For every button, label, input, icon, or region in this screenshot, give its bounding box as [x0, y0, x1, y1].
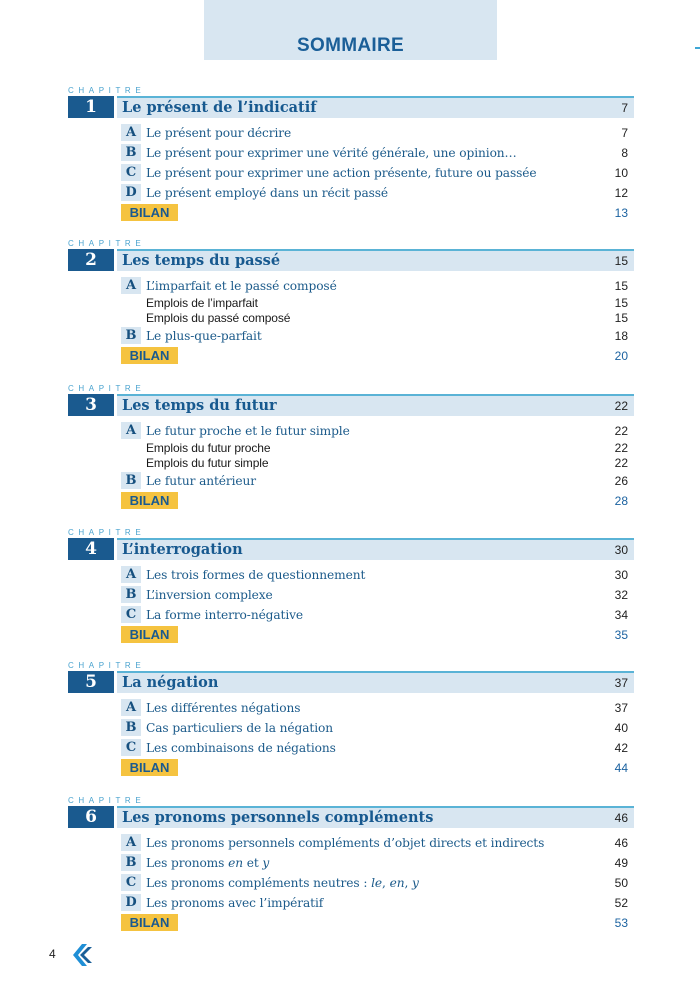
chapter-heading[interactable]: [68, 671, 634, 693]
toc-entry[interactable]: [68, 143, 634, 163]
bilan-page: 44: [614, 761, 628, 775]
chapter-bar: [117, 249, 634, 271]
bilan-entry[interactable]: [68, 758, 634, 778]
bilan-page: 20: [614, 349, 628, 363]
section-letter: B: [121, 719, 141, 736]
toc-entry[interactable]: [68, 276, 634, 296]
chapter-bar: [117, 96, 634, 118]
section-page: 18: [614, 329, 628, 343]
toc-subentry[interactable]: [68, 456, 634, 471]
chapter-2: [68, 239, 634, 366]
bilan-badge: BILAN: [121, 626, 178, 643]
section-letter: B: [121, 854, 141, 871]
toc-entry[interactable]: [68, 183, 634, 203]
section-page: 8: [621, 146, 628, 160]
section-title: Le présent pour exprimer une action présente, future ou passée: [146, 166, 537, 180]
section-title: Cas particuliers de la négation: [146, 721, 333, 735]
page-number: 4: [49, 947, 56, 961]
section-title: Le présent pour décrire: [146, 126, 292, 140]
chapter-title: La négation: [122, 674, 219, 691]
toc-entry[interactable]: [68, 833, 634, 853]
section-letter: C: [121, 739, 141, 756]
chapter-title: Les temps du passé: [122, 252, 281, 269]
chapter-3: [68, 384, 634, 511]
chapter-title: Les temps du futur: [122, 397, 277, 414]
chapter-5: [68, 661, 634, 778]
section-page: 49: [614, 856, 628, 870]
section-letter: D: [121, 894, 141, 911]
chapter-number: 2: [68, 249, 114, 271]
chapter-1: [68, 86, 634, 223]
chapter-bar: [117, 671, 634, 693]
section-page: 37: [614, 701, 628, 715]
section-page: 12: [614, 186, 628, 200]
chapitre-label: CHAPITRE: [68, 86, 146, 95]
chapter-heading[interactable]: [68, 249, 634, 271]
chapter-bar: [117, 394, 634, 416]
section-letter: B: [121, 472, 141, 489]
section-letter: C: [121, 874, 141, 891]
bilan-badge: BILAN: [121, 204, 178, 221]
section-letter: A: [121, 277, 141, 294]
section-page: 34: [614, 608, 628, 622]
section-page: 15: [614, 279, 628, 293]
section-title: L’imparfait et le passé composé: [146, 279, 337, 293]
chapter-page: 15: [614, 254, 628, 268]
chapter-page: 7: [621, 101, 628, 115]
chapter-number: 4: [68, 538, 114, 560]
bilan-page: 35: [614, 628, 628, 642]
chapter-heading[interactable]: [68, 394, 634, 416]
chapter-heading[interactable]: [68, 96, 634, 118]
chapter-heading[interactable]: [68, 806, 634, 828]
bilan-badge: BILAN: [121, 914, 178, 931]
section-title: Les pronoms avec l’impératif: [146, 896, 324, 910]
chapitre-label: CHAPITRE: [68, 384, 146, 393]
section-title: L’inversion complexe: [146, 588, 273, 602]
section-page: 50: [614, 876, 628, 890]
section-letter: C: [121, 606, 141, 623]
chapter-page: 46: [614, 811, 628, 825]
bilan-entry[interactable]: [68, 346, 634, 366]
section-page: 7: [621, 126, 628, 140]
section-letter: B: [121, 586, 141, 603]
toc-entry[interactable]: [68, 326, 634, 346]
chapitre-label: CHAPITRE: [68, 239, 146, 248]
page-title: SOMMAIRE: [297, 35, 404, 56]
subsection-page: 22: [614, 441, 628, 455]
chapitre-label: CHAPITRE: [68, 661, 146, 670]
section-title: Le plus-que-parfait: [146, 329, 262, 343]
subsection-title: Emplois du passé composé: [146, 311, 291, 325]
section-title: Les trois formes de questionnement: [146, 568, 366, 582]
double-chevron-left-icon[interactable]: [70, 943, 94, 967]
toc-entry[interactable]: [68, 873, 634, 893]
section-letter: D: [121, 184, 141, 201]
subsection-title: Emplois du futur simple: [146, 456, 269, 470]
section-page: 46: [614, 836, 628, 850]
bilan-entry[interactable]: [68, 913, 634, 933]
section-title: Le futur proche et le futur simple: [146, 424, 350, 438]
bilan-page: 28: [614, 494, 628, 508]
bilan-entry[interactable]: [68, 625, 634, 645]
toc-entry[interactable]: [68, 718, 634, 738]
section-title: Les pronoms compléments neutres : le, en, y: [146, 876, 419, 890]
toc-entry[interactable]: [68, 853, 634, 873]
toc-entry[interactable]: [68, 123, 634, 143]
section-letter: C: [121, 164, 141, 181]
section-letter: A: [121, 124, 141, 141]
section-letter: B: [121, 144, 141, 161]
section-title: Les combinaisons de négations: [146, 741, 336, 755]
toc-entry[interactable]: [68, 738, 634, 758]
chapter-heading[interactable]: [68, 538, 634, 560]
chapitre-label: CHAPITRE: [68, 796, 146, 805]
section-page: 52: [614, 896, 628, 910]
bilan-page: 13: [614, 206, 628, 220]
section-page: 40: [614, 721, 628, 735]
corner-mark: [695, 47, 700, 49]
header-box: [204, 0, 497, 60]
chapter-page: 37: [614, 676, 628, 690]
toc-subentry[interactable]: [68, 311, 634, 326]
section-title: Le futur antérieur: [146, 474, 257, 488]
chapitre-label: CHAPITRE: [68, 528, 146, 537]
chapter-title: L’interrogation: [122, 541, 243, 558]
subsection-page: 15: [614, 296, 628, 310]
chapter-number: 1: [68, 96, 114, 118]
section-title: Les différentes négations: [146, 701, 301, 715]
chapter-bar: [117, 806, 634, 828]
toc-subentry[interactable]: [68, 296, 634, 311]
chapter-title: Les pronoms personnels compléments: [122, 809, 434, 826]
chapter-title: Le présent de l’indicatif: [122, 99, 317, 116]
bilan-entry[interactable]: [68, 203, 634, 223]
section-title: Le présent employé dans un récit passé: [146, 186, 389, 200]
toc-entry[interactable]: [68, 585, 634, 605]
chapter-6: [68, 796, 634, 933]
bilan-badge: BILAN: [121, 347, 178, 364]
toc-entry[interactable]: [68, 893, 634, 913]
section-page: 32: [614, 588, 628, 602]
section-title: Le présent pour exprimer une vérité générale, une opinion…: [146, 146, 517, 160]
chapter-number: 3: [68, 394, 114, 416]
section-letter: B: [121, 327, 141, 344]
section-letter: A: [121, 422, 141, 439]
section-letter: A: [121, 566, 141, 583]
chapter-page: 22: [614, 399, 628, 413]
toc-entry[interactable]: [68, 565, 634, 585]
section-page: 22: [614, 424, 628, 438]
section-title: La forme interro-négative: [146, 608, 304, 622]
chapter-number: 5: [68, 671, 114, 693]
subsection-page: 22: [614, 456, 628, 470]
subsection-title: Emplois du futur proche: [146, 441, 271, 455]
section-page: 10: [614, 166, 628, 180]
bilan-badge: BILAN: [121, 759, 178, 776]
section-title: Les pronoms en et y: [146, 856, 270, 870]
section-letter: A: [121, 834, 141, 851]
bilan-badge: BILAN: [121, 492, 178, 509]
section-page: 42: [614, 741, 628, 755]
toc-entry[interactable]: [68, 605, 634, 625]
section-letter: A: [121, 699, 141, 716]
section-page: 26: [614, 474, 628, 488]
subsection-title: Emplois de l’imparfait: [146, 296, 258, 310]
chapter-page: 30: [614, 543, 628, 557]
bilan-entry[interactable]: [68, 491, 634, 511]
toc-entry[interactable]: [68, 698, 634, 718]
toc-entry[interactable]: [68, 471, 634, 491]
toc-entry[interactable]: [68, 163, 634, 183]
section-title: Les pronoms personnels compléments d’objet directs et indirects: [146, 836, 545, 850]
chapter-4: [68, 528, 634, 645]
toc-entry[interactable]: [68, 421, 634, 441]
chapter-bar: [117, 538, 634, 560]
subsection-page: 15: [614, 311, 628, 325]
section-page: 30: [614, 568, 628, 582]
bilan-page: 53: [614, 916, 628, 930]
chapter-number: 6: [68, 806, 114, 828]
toc-subentry[interactable]: [68, 441, 634, 456]
